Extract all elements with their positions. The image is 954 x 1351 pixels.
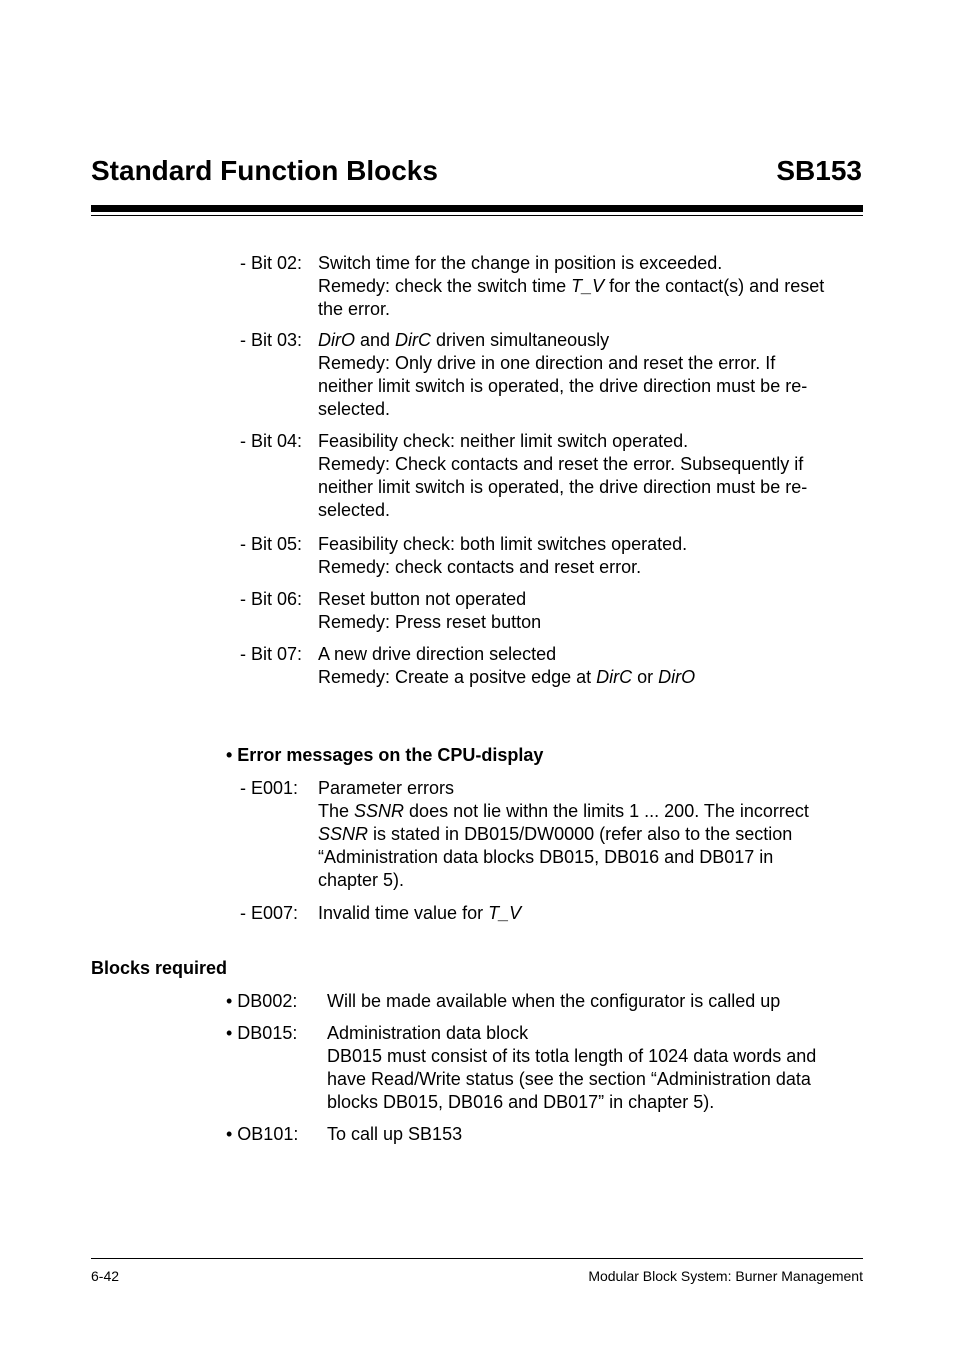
bit-entry [240,533,863,579]
text-segment: Remedy: Check contacts and reset the error. Subsequently if [318,454,804,474]
bit-entry-line [318,298,863,321]
text-segment: selected. [318,399,391,419]
footer-page-number: 6-42 [91,1268,120,1284]
text-segment: A new drive direction selected [318,644,557,664]
bit-entry-label: - Bit 03: [240,330,303,350]
text-segment: Remedy: check contacts and reset error. [318,557,642,577]
blocks-required-heading: Blocks required [91,958,228,978]
cpu-error-entry-label: - E007: [240,903,299,923]
bit-entry-label: - Bit 04: [240,431,303,451]
bit-entry-text [318,329,863,421]
italic-term: T_V [488,903,522,923]
cpu-error-entry-text [318,777,863,892]
text-segment: Remedy: check the switch time [318,276,572,296]
text-segment: To call up SB153 [327,1124,463,1144]
italic-term: DirC [596,667,633,687]
text-segment: neither limit switch is operated, the drive direction must be re- [318,376,808,396]
cpu-error-entry-line [318,869,863,892]
bit-entry-line [318,533,863,556]
bit-entry-label: - Bit 05: [240,534,303,554]
bit-entry-line [318,375,863,398]
bit-entry [240,588,863,634]
block-entry-line [327,1091,863,1114]
bit-entry [240,643,863,689]
block-entry [226,1022,863,1114]
footer-rule [91,1258,863,1259]
page-header-title: Standard Function Blocks [91,155,438,186]
text-segment: DB015 must consist of its totla length of 1024 data words and [327,1046,817,1066]
text-segment: The [318,801,355,821]
bit-entry-text [318,430,863,522]
bit-entry-line [318,430,863,453]
block-entry [226,1123,863,1146]
italic-term: T_V [571,276,605,296]
bit-entry-line [318,611,863,634]
header-rule-thin [91,215,863,216]
block-entry-text [327,990,863,1013]
italic-term: DirO [658,667,696,687]
bit-entry-line [318,588,863,611]
text-segment: does not lie withn the limits 1 ... 200. The incorrect [404,801,809,821]
bit-entry-line [318,643,863,666]
text-segment: Remedy: Press reset button [318,612,542,632]
bit-entry [240,430,863,522]
bit-entry-label: - Bit 06: [240,589,303,609]
bit-entry-line [318,352,863,375]
text-segment: driven simultaneously [431,330,610,350]
bit-entry [240,329,863,421]
italic-term: SSNR [354,801,405,821]
cpu-error-entry-label: - E001: [240,778,299,798]
bit-entry-line [318,329,863,352]
cpu-errors-heading: • Error messages on the CPU-display [226,745,544,765]
text-segment: for the contact(s) and reset [604,276,825,296]
text-segment: neither limit switch is operated, the drive direction must be re- [318,477,808,497]
block-entry-line [327,990,863,1013]
bit-entry-line [318,666,863,689]
text-segment: Remedy: Create a positve edge at [318,667,597,687]
text-segment: Parameter errors [318,778,455,798]
text-segment: Invalid time value for [318,903,489,923]
text-segment: selected. [318,500,391,520]
italic-term: DirO [318,330,355,350]
cpu-error-entry-text [318,902,863,925]
bit-entry-line [318,453,863,476]
text-segment: is stated in DB015/DW0000 (refer also to the section [368,824,793,844]
footer-title: Modular Block System: Burner Management [588,1268,863,1284]
cpu-error-entry-line [318,823,863,846]
italic-term: SSNR [318,824,369,844]
bit-entry-line [318,476,863,499]
text-segment: Administration data block [327,1023,529,1043]
bit-entry-line [318,252,863,275]
block-entry-line [327,1123,863,1146]
cpu-error-entry-line [318,777,863,800]
block-entry-line [327,1045,863,1068]
cpu-error-entry-line [318,902,863,925]
bit-entry-text [318,643,863,689]
bit-entry-text [318,588,863,634]
bit-entry-line [318,275,863,298]
text-segment: blocks DB015, DB016 and DB017” in chapter 5). [327,1092,715,1112]
bit-entry-label: - Bit 07: [240,644,303,664]
cpu-error-entry-line [318,800,863,823]
text-segment: Remedy: Only drive in one direction and reset the error. If [318,353,776,373]
text-segment: the error. [318,299,391,319]
text-segment: and [355,330,396,350]
block-entry-label: • OB101: [226,1124,299,1144]
cpu-error-entry [240,777,863,892]
bit-entry-text [318,252,863,321]
bit-entry-text [318,533,863,579]
block-entry-line [327,1022,863,1045]
cpu-error-entry [240,902,863,925]
bit-entry-line [318,556,863,579]
text-segment: Switch time for the change in position is exceeded. [318,253,723,273]
text-segment: Feasibility check: neither limit switch operated. [318,431,689,451]
block-entry-line [327,1068,863,1091]
page-header-code: SB153 [776,155,862,186]
cpu-error-entry-line [318,846,863,869]
block-entry [226,990,863,1013]
text-segment: Feasibility check: both limit switches operated. [318,534,688,554]
bit-entry-line [318,499,863,522]
bit-entry [240,252,863,321]
block-entry-text [327,1123,863,1146]
italic-term: DirC [395,330,432,350]
text-segment: Will be made available when the configurator is called up [327,991,781,1011]
bit-entry-label: - Bit 02: [240,253,303,273]
text-segment: have Read/Write status (see the section “Administration data [327,1069,811,1089]
block-entry-label: • DB002: [226,991,298,1011]
text-segment: Reset button not operated [318,589,527,609]
bit-entry-line [318,398,863,421]
block-entry-label: • DB015: [226,1023,298,1043]
text-segment: “Administration data blocks DB015, DB016 and DB017 in [318,847,774,867]
text-segment: chapter 5). [318,870,405,890]
text-segment: or [632,667,659,687]
block-entry-text [327,1022,863,1114]
header-rule-thick [91,205,863,212]
